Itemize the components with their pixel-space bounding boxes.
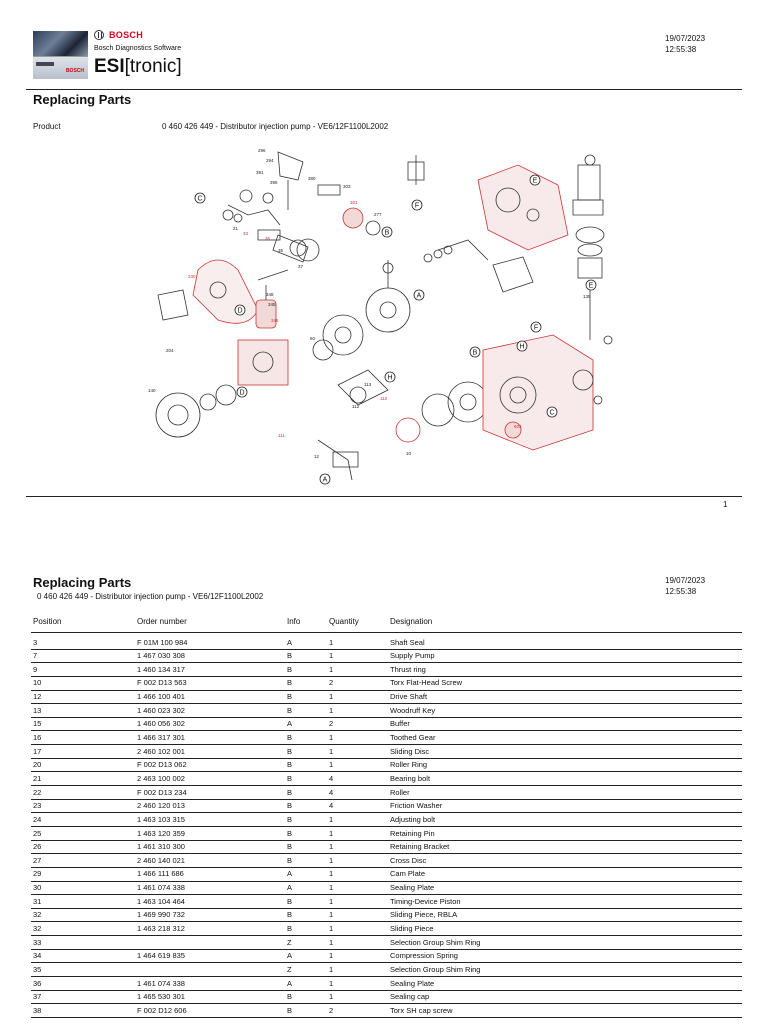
callout-d-2: D: [239, 389, 245, 397]
table-row: [31, 676, 742, 690]
cell-order-number: 2 460 120 013: [135, 799, 285, 813]
cell-quantity: 2: [327, 717, 388, 731]
table-row: [31, 663, 742, 677]
cell-info: B: [285, 676, 327, 690]
cell-designation: Sliding Piece, RBLA: [388, 908, 742, 922]
print-time: 12:55:38: [665, 45, 697, 54]
cell-info: A: [285, 977, 327, 991]
column-header-order-number: Order number: [137, 617, 187, 626]
part-label: 204: [166, 348, 174, 353]
cell-quantity: 1: [327, 881, 388, 895]
cell-designation: Cam Plate: [388, 867, 742, 881]
cell-quantity: 1: [327, 895, 388, 909]
cell-position: 37: [31, 990, 135, 1004]
table-row: [31, 799, 742, 813]
table-row: [31, 649, 742, 663]
lever-part: [278, 152, 303, 180]
table-row: [31, 690, 742, 704]
cell-info: B: [285, 758, 327, 772]
part-label: 348: [266, 292, 274, 297]
cell-designation: Timing-Device Piston: [388, 895, 742, 909]
cell-designation: Bearing bolt: [388, 772, 742, 786]
callout-h-2: H: [387, 374, 393, 382]
part-label: 35: [278, 248, 284, 253]
cell-info: B: [285, 1004, 327, 1018]
cell-info: B: [285, 826, 327, 840]
table-row: [31, 895, 742, 909]
cell-designation: Drive Shaft: [388, 690, 742, 704]
print-date: 19/07/2023: [665, 34, 706, 43]
table-row: [31, 745, 742, 759]
cell-order-number: [135, 963, 285, 977]
cell-quantity: 2: [327, 676, 388, 690]
table-row: [31, 717, 742, 731]
cell-order-number: 1 461 074 338: [135, 881, 285, 895]
cell-order-number: F 002 D13 563: [135, 676, 285, 690]
cell-position: 10: [31, 676, 135, 690]
page-number: 1: [723, 500, 728, 509]
cell-quantity: 2: [327, 1004, 388, 1018]
cell-quantity: 1: [327, 758, 388, 772]
part-label: 36: [265, 236, 271, 241]
cell-order-number: 1 460 056 302: [135, 717, 285, 731]
part-label: 33: [243, 231, 249, 236]
cell-order-number: 2 460 102 001: [135, 745, 285, 759]
part-label: 346: [271, 318, 279, 323]
part-label: 345: [268, 302, 276, 307]
column-header-position: Position: [33, 617, 62, 626]
cell-order-number: F 002 D13 062: [135, 758, 285, 772]
table-row: [31, 704, 742, 718]
cell-order-number: 1 463 104 464: [135, 895, 285, 909]
table-row: [31, 908, 742, 922]
cell-designation: Roller Ring: [388, 758, 742, 772]
callout-e: E: [532, 177, 538, 185]
cell-designation: Sealing Plate: [388, 977, 742, 991]
cell-quantity: 1: [327, 922, 388, 936]
cell-order-number: 1 461 310 300: [135, 840, 285, 854]
cell-info: B: [285, 990, 327, 1004]
table-row: [31, 949, 742, 963]
table-header-rule: [31, 632, 742, 633]
cell-info: A: [285, 636, 327, 649]
cell-info: B: [285, 786, 327, 800]
cell-position: 16: [31, 731, 135, 745]
cell-position: 13: [31, 704, 135, 718]
cell-order-number: 1 466 317 301: [135, 731, 285, 745]
product-value: 0 460 426 449 - Distributor injection pump - VE6/12F1100L2002: [162, 122, 389, 131]
cell-order-number: 1 466 100 401: [135, 690, 285, 704]
cell-designation: Cross Disc: [388, 854, 742, 868]
cell-order-number: 1 469 990 732: [135, 908, 285, 922]
cell-info: B: [285, 731, 327, 745]
cell-info: B: [285, 908, 327, 922]
cell-designation: Thrust ring: [388, 663, 742, 677]
part-label: 113: [364, 382, 372, 387]
cell-order-number: 2 463 100 002: [135, 772, 285, 786]
table-row: [31, 826, 742, 840]
cell-designation: Retaining Bracket: [388, 840, 742, 854]
cell-designation: Buffer: [388, 717, 742, 731]
cell-designation: Selection Group Shim Ring: [388, 963, 742, 977]
part-label: 112: [352, 404, 360, 409]
cell-info: B: [285, 922, 327, 936]
table-row: [31, 758, 742, 772]
cell-info: B: [285, 813, 327, 827]
cell-order-number: 1 460 023 302: [135, 704, 285, 718]
column-header-quantity: Quantity: [329, 617, 359, 626]
callout-f-2: F: [533, 324, 539, 332]
page-title-2: Replacing Parts: [33, 575, 132, 590]
callout-f: F: [414, 202, 420, 210]
cell-quantity: 1: [327, 649, 388, 663]
exploded-parts-diagram: [138, 140, 626, 492]
part-label: 380: [308, 176, 316, 181]
cell-position: 23: [31, 799, 135, 813]
part-label: 111: [278, 433, 285, 438]
cell-quantity: 1: [327, 854, 388, 868]
software-name: Bosch Diagnostics Software: [94, 45, 182, 52]
cell-info: B: [285, 690, 327, 704]
product-label: Product: [33, 122, 61, 131]
cell-order-number: 1 460 134 317: [135, 663, 285, 677]
part-label: 135: [583, 294, 591, 299]
callout-h: H: [519, 343, 525, 351]
table-row: [31, 977, 742, 991]
cell-designation: Sealing cap: [388, 990, 742, 1004]
cell-order-number: 1 465 530 301: [135, 990, 285, 1004]
cell-position: 25: [31, 826, 135, 840]
cell-order-number: F 002 D12 606: [135, 1004, 285, 1018]
cell-info: B: [285, 854, 327, 868]
brand-name: BOSCH: [109, 30, 144, 40]
part-label: 140: [148, 388, 156, 393]
cell-designation: Compression Spring: [388, 949, 742, 963]
cell-order-number: 2 460 140 021: [135, 854, 285, 868]
part-label: 277: [374, 212, 382, 217]
cell-designation: Torx SH cap screw: [388, 1004, 742, 1018]
cell-position: 32: [31, 908, 135, 922]
cell-designation: Supply Pump: [388, 649, 742, 663]
cell-order-number: F 002 D13 234: [135, 786, 285, 800]
cell-order-number: 1 466 111 686: [135, 867, 285, 881]
cell-info: A: [285, 717, 327, 731]
product-logo-suffix: [tronic]: [124, 56, 182, 77]
cell-position: 9: [31, 663, 135, 677]
part-label: 303: [343, 184, 351, 189]
part-label: 395: [270, 180, 278, 185]
cell-position: 27: [31, 854, 135, 868]
cell-designation: Sliding Disc: [388, 745, 742, 759]
table-row: [31, 881, 742, 895]
cell-quantity: 1: [327, 990, 388, 1004]
cell-info: A: [285, 881, 327, 895]
page-title: Replacing Parts: [33, 92, 132, 107]
cell-position: 34: [31, 949, 135, 963]
cell-position: 36: [31, 977, 135, 991]
cell-order-number: 1 467 030 308: [135, 649, 285, 663]
part-label: 21: [233, 226, 239, 231]
cell-info: B: [285, 840, 327, 854]
parts-table: [31, 636, 742, 1018]
cell-position: 17: [31, 745, 135, 759]
cell-info: B: [285, 799, 327, 813]
part-label: 110: [380, 396, 388, 401]
header-divider: [26, 89, 742, 90]
cell-quantity: 1: [327, 826, 388, 840]
product-logo-prefix: ESI: [94, 56, 125, 77]
cell-position: 32: [31, 922, 135, 936]
cell-designation: Shaft Seal: [388, 636, 742, 649]
print-date-2: 19/07/2023: [665, 576, 706, 585]
cell-quantity: 1: [327, 908, 388, 922]
cell-quantity: 4: [327, 799, 388, 813]
cell-quantity: 1: [327, 936, 388, 950]
table-row: [31, 922, 742, 936]
cell-order-number: 1 461 074 338: [135, 977, 285, 991]
table-row: [31, 867, 742, 881]
callout-b: B: [384, 229, 390, 237]
header-photo: [33, 31, 88, 56]
cell-info: Z: [285, 936, 327, 950]
cell-position: 35: [31, 963, 135, 977]
cell-position: 29: [31, 867, 135, 881]
cell-quantity: 1: [327, 867, 388, 881]
cell-order-number: 1 463 218 312: [135, 922, 285, 936]
part-label: 301: [350, 200, 358, 205]
part-label: 391: [256, 170, 264, 175]
part-label: 294: [266, 158, 274, 163]
cell-position: 21: [31, 772, 135, 786]
cell-designation: Friction Washer: [388, 799, 742, 813]
cell-designation: Retaining Pin: [388, 826, 742, 840]
cell-designation: Roller: [388, 786, 742, 800]
cell-designation: Woodruff Key: [388, 704, 742, 718]
cell-quantity: 1: [327, 949, 388, 963]
cell-order-number: 1 463 103 315: [135, 813, 285, 827]
cell-position: 20: [31, 758, 135, 772]
cell-quantity: 4: [327, 772, 388, 786]
table-row: [31, 990, 742, 1004]
cell-position: 26: [31, 840, 135, 854]
cell-info: A: [285, 867, 327, 881]
table-row: [31, 772, 742, 786]
cell-info: B: [285, 772, 327, 786]
cell-quantity: 1: [327, 690, 388, 704]
print-time-2: 12:55:38: [665, 587, 697, 596]
cell-position: 33: [31, 936, 135, 950]
product-logo: [94, 56, 182, 78]
page-divider: [26, 496, 742, 497]
part-label: 60: [310, 336, 316, 341]
cell-info: A: [285, 949, 327, 963]
table-row: [31, 936, 742, 950]
cell-position: 7: [31, 649, 135, 663]
part-label: 230: [188, 274, 196, 279]
cell-designation: Sliding Piece: [388, 922, 742, 936]
cell-quantity: 1: [327, 663, 388, 677]
cell-position: 38: [31, 1004, 135, 1018]
callout-c: C: [197, 195, 203, 203]
print-timestamp: [665, 33, 705, 55]
cell-designation: Toothed Gear: [388, 731, 742, 745]
part-label: 37: [298, 264, 304, 269]
cell-designation: Torx Flat-Head Screw: [388, 676, 742, 690]
product-subtitle: 0 460 426 449 - Distributor injection pump - VE6/12F1100L2002: [37, 592, 264, 601]
cell-quantity: 4: [327, 786, 388, 800]
cell-position: 24: [31, 813, 135, 827]
cell-order-number: F 01M 100 984: [135, 636, 285, 649]
bosch-armature-icon: [94, 30, 104, 40]
table-row: [31, 1004, 742, 1018]
cell-order-number: 1 463 120 359: [135, 826, 285, 840]
cell-quantity: 1: [327, 731, 388, 745]
cell-info: B: [285, 663, 327, 677]
esi-product-box-image: BOSCH: [33, 56, 88, 79]
callout-b-2: B: [472, 349, 478, 357]
cell-quantity: 1: [327, 745, 388, 759]
cell-info: B: [285, 895, 327, 909]
cell-position: 30: [31, 881, 135, 895]
cell-position: 15: [31, 717, 135, 731]
table-row: [31, 731, 742, 745]
part-label: 10: [406, 451, 412, 456]
table-row: [31, 636, 742, 649]
cell-position: 3: [31, 636, 135, 649]
cell-quantity: 1: [327, 813, 388, 827]
column-header-info: Info: [287, 617, 301, 626]
cell-quantity: 1: [327, 704, 388, 718]
table-row: [31, 963, 742, 977]
cell-designation: Selection Group Shim Ring: [388, 936, 742, 950]
callout-a: A: [416, 292, 422, 300]
cell-position: 12: [31, 690, 135, 704]
callout-a-2: A: [322, 476, 328, 484]
cell-info: Z: [285, 963, 327, 977]
cell-order-number: 1 464 619 835: [135, 949, 285, 963]
part-label: 12: [314, 454, 320, 459]
callout-c-2: C: [549, 409, 555, 417]
table-row: [31, 813, 742, 827]
part-label: 296: [258, 148, 266, 153]
cell-info: B: [285, 704, 327, 718]
cell-quantity: 1: [327, 963, 388, 977]
table-row: [31, 840, 742, 854]
cell-info: B: [285, 745, 327, 759]
cell-quantity: 1: [327, 977, 388, 991]
cell-quantity: 1: [327, 636, 388, 649]
cell-order-number: [135, 936, 285, 950]
table-row: [31, 854, 742, 868]
part-label: 603: [514, 424, 522, 429]
table-row: [31, 786, 742, 800]
cell-designation: Adjusting bolt: [388, 813, 742, 827]
cell-designation: Sealing Plate: [388, 881, 742, 895]
callout-e-2: E: [588, 282, 594, 290]
column-header-designation: Designation: [390, 617, 433, 626]
cell-quantity: 1: [327, 840, 388, 854]
cell-position: 31: [31, 895, 135, 909]
callout-d: D: [237, 307, 243, 315]
print-timestamp-2: [665, 575, 705, 597]
cell-info: B: [285, 649, 327, 663]
cell-position: 22: [31, 786, 135, 800]
parts-table-body: [31, 636, 742, 1017]
